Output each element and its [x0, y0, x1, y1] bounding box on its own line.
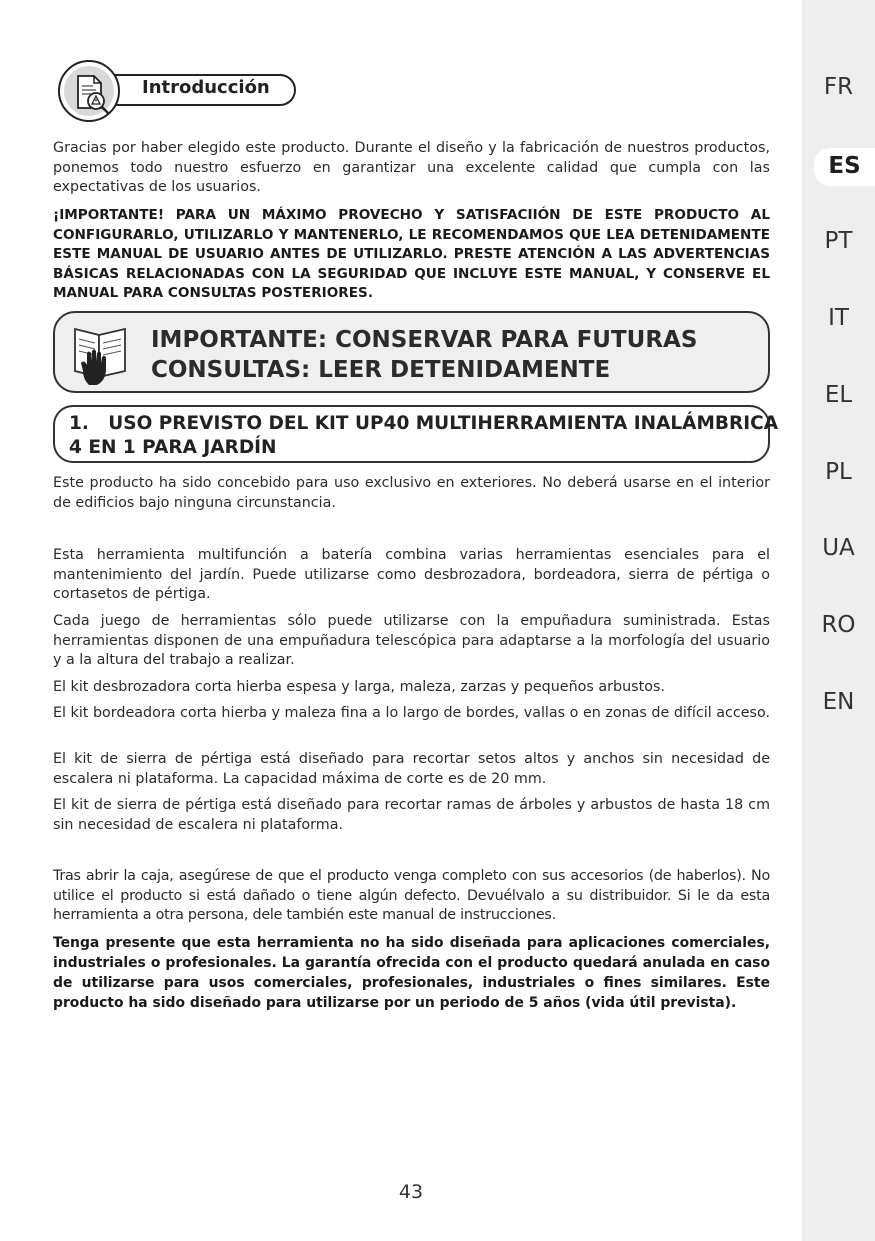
section-1-paragraph-7: El kit de sierra de pértiga está diseñado para recortar ramas de árboles y arbustos de hasta 18 cm sin necesidad de escalera ni plataforma.	[53, 797, 770, 833]
page-number: 43	[398, 1181, 424, 1203]
important-line-1: IMPORTANTE: CONSERVAR PARA FUTURAS	[151, 327, 698, 353]
document-warning-icon	[66, 68, 114, 116]
section-1-paragraph-4: El kit desbrozadora corta hierba espesa y larga, maleza, zarzas y pequeños arbustos.	[53, 679, 665, 695]
lang-tab-pt[interactable]: PT	[824, 228, 853, 254]
lang-tab-fr[interactable]: FR	[823, 74, 854, 100]
manual-reading-icon	[69, 319, 135, 389]
lang-tab-pl[interactable]: PL	[825, 459, 852, 485]
section-1-paragraph-1: Este producto ha sido concebido para uso exclusivo en exteriores. No deberá usarse en el interior de edificios bajo ninguna circunstancia.	[53, 475, 770, 511]
lang-tab-it[interactable]: IT	[828, 305, 849, 331]
lang-tab-ua[interactable]: UA	[822, 535, 855, 561]
section-1-title	[69, 412, 778, 460]
lang-tab-es[interactable]: ES	[814, 148, 875, 186]
section-1-title-line-2: 4 EN 1 PARA JARDÍN	[69, 437, 277, 458]
lang-tab-el[interactable]: EL	[824, 382, 853, 408]
section-1-paragraph-3: Cada juego de herramientas sólo puede utilizarse con la empuñadura suministrada. Estas herramientas disponen de una empuñadura telescópica para adaptarse a la morfología del usuario y a la altura del trabajo a realizar.	[53, 613, 770, 668]
important-warning-paragraph: ¡IMPORTANTE! PARA UN MÁXIMO PROVECHO Y SATISFACIIÓN DE ESTE PRODUCTO AL CONFIGURARLO, UTILIZARLO Y MANTENERLO, LE RECOMENDAMOS QUE LEA DETENIDAMENTE ESTE MANUAL DE USUARIO ANTES DE UTILIZARLO. PRESTE ATENCIÓN A LAS ADVERTENCIAS BÁSICAS RELACIONADAS CON LA SEGURIDAD QUE INCLUYE ESTE MANUAL, Y CONSERVE EL MANUAL PARA CONSULTAS POSTERIORES.	[53, 207, 770, 302]
section-1-heading-box	[53, 405, 779, 463]
section-1-paragraph-9: Tenga presente que esta herramienta no ha sido diseñada para aplicaciones comerciales, industriales o profesionales. La garantía ofrecida con el producto quedará anulada en caso de utilizarse para usos comerciales, profesionales, industriales o fines similares. Este producto ha sido diseñado para utilizarse por un periodo de 5 años (vida útil prevista).	[53, 935, 770, 1011]
intro-paragraph: Gracias por haber elegido este producto. Durante el diseño y la fabricación de nuestros productos, ponemos todo nuestro esfuerzo en garantizar una excelente calidad que cumpla con las expectativas de los usuarios.	[53, 140, 770, 195]
section-1-paragraph-6: El kit de sierra de pértiga está diseñado para recortar setos altos y anchos sin necesidad de escalera ni plataforma. La capacidad máxima de corte es de 20 mm.	[53, 751, 770, 787]
language-sidebar	[802, 0, 875, 1241]
lang-tab-ro[interactable]: RO	[821, 612, 856, 638]
section-1-paragraph-8: Tras abrir la caja, asegúrese de que el producto venga completo con sus accesorios (de haberlos). No utilice el producto si está dañado o tiene algún defecto. Devuélvalo a su distribuidor. Si le da esta herramienta a otra persona, dele también este manual de instrucciones.	[53, 868, 770, 923]
intro-badge	[58, 60, 298, 122]
intro-circle	[58, 60, 120, 122]
section-1-title-line-1: 1. USO PREVISTO DEL KIT UP40 MULTIHERRAMIENTA INALÁMBRICA	[69, 413, 779, 434]
section-1-paragraph-2: Esta herramienta multifunción a batería combina varias herramientas esenciales para el mantenimiento del jardín. Puede utilizarse como desbrozadora, bordeadora, sierra de pértiga o cortasetos de pértiga.	[53, 547, 770, 602]
important-line-2: CONSULTAS: LEER DETENIDAMENTE	[151, 357, 611, 383]
important-keep-text	[151, 325, 697, 385]
intro-heading: Introducción	[142, 77, 270, 98]
important-keep-box	[53, 311, 770, 393]
lang-tab-en[interactable]: EN	[822, 689, 855, 715]
section-1-paragraph-5: El kit bordeadora corta hierba y maleza fina a lo largo de bordes, vallas o en zonas de difícil acceso.	[53, 705, 771, 721]
